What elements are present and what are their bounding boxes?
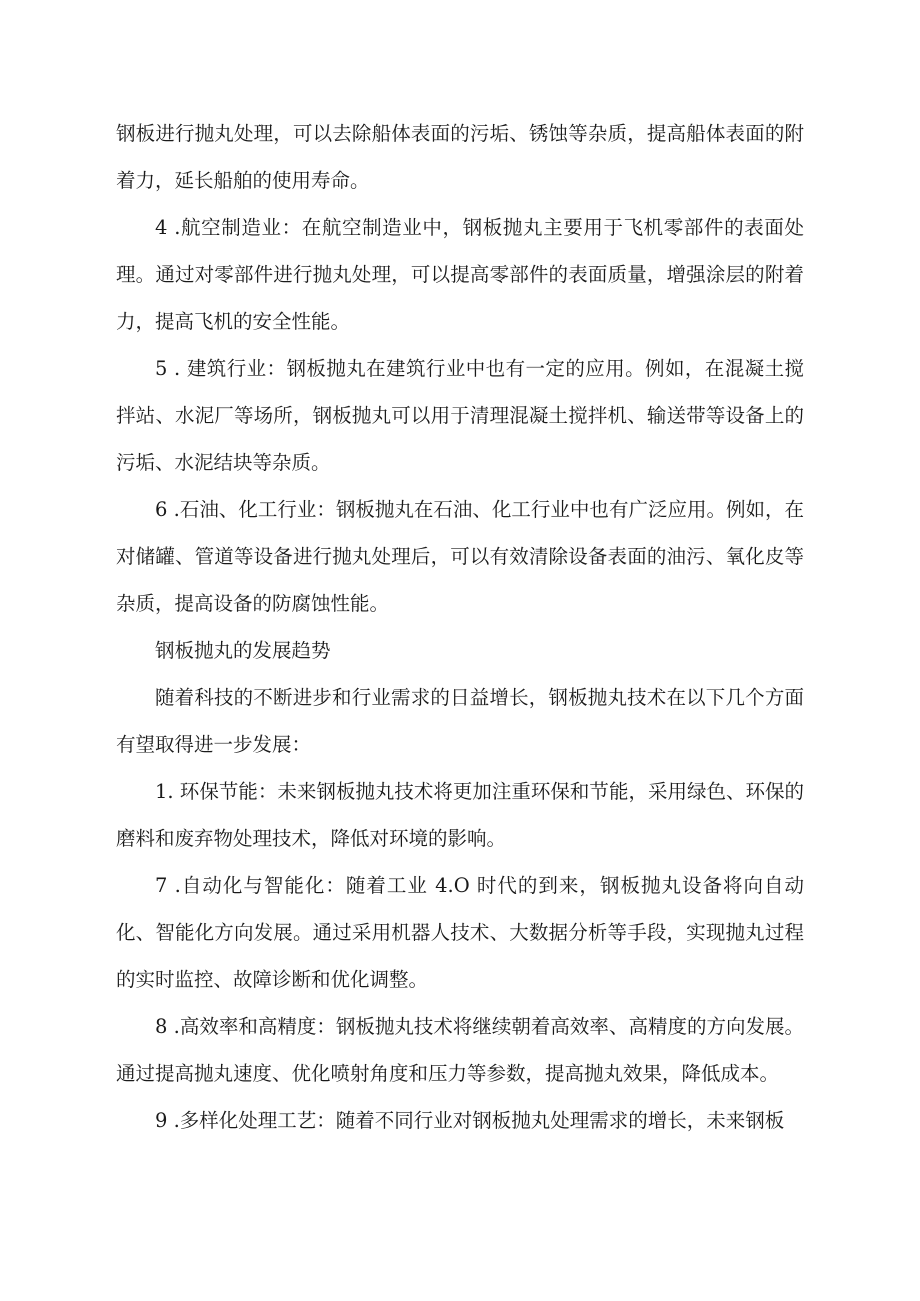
paragraph-aerospace: 4 .航空制造业：在航空制造业中，钢板抛丸主要用于飞机零部件的表面处理。通过对零部件进行抛丸处理，可以提高零部件的表面质量，增强涂层的附着力，提高飞机的安全性能。	[116, 216, 804, 333]
document-body	[116, 110, 804, 1144]
paragraph-construction: 5 . 建筑行业：钢板抛丸在建筑行业中也有一定的应用。例如，在混凝土搅拌站、水泥厂等场所，钢板抛丸可以用于清理混凝土搅拌机、输送带等设备上的污垢、水泥结块等杂质。	[116, 357, 804, 474]
paragraph-petrochemical: 6 .石油、化工行业：钢板抛丸在石油、化工行业中也有广泛应用。例如，在对储罐、管道等设备进行抛丸处理后，可以有效清除设备表面的油污、氧化皮等杂质，提高设备的防腐蚀性能。	[116, 498, 804, 615]
paragraph-efficiency: 8 .高效率和高精度：钢板抛丸技术将继续朝着高效率、高精度的方向发展。通过提高抛丸速度、优化喷射角度和压力等参数，提高抛丸效果，降低成本。	[116, 1015, 804, 1085]
section-heading-trends: 钢板抛丸的发展趋势	[155, 639, 331, 662]
paragraph-trends-intro: 随着科技的不断进步和行业需求的日益增长，钢板抛丸技术在以下几个方面有望取得进一步发展：	[116, 686, 804, 756]
paragraph-diversified: 9 .多样化处理工艺：随着不同行业对钢板抛丸处理需求的增长，未来钢板	[155, 1109, 785, 1132]
paragraph-eco-energy: 1. 环保节能：未来钢板抛丸技术将更加注重环保和节能，采用绿色、环保的磨料和废弃物处理技术，降低对环境的影响。	[116, 780, 804, 850]
paragraph-automation: 7 .自动化与智能化：随着工业 4.O 时代的到来，钢板抛丸设备将向自动化、智能化方向发展。通过采用机器人技术、大数据分析等手段，实现抛丸过程的实时监控、故障诊断和优化调整。	[116, 874, 804, 991]
paragraph-shipbuilding-continuation: 钢板进行抛丸处理，可以去除船体表面的污垢、锈蚀等杂质，提高船体表面的附着力，延长船舶的使用寿命。	[116, 122, 804, 192]
